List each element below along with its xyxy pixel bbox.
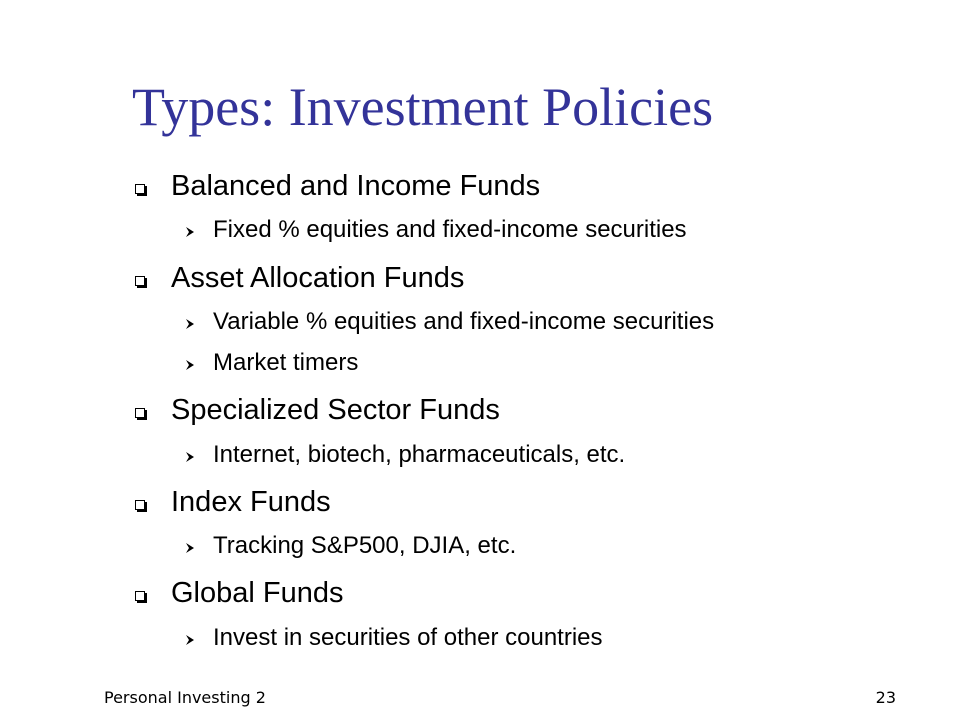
arrowhead-bullet-icon (183, 225, 197, 239)
list-subitem (183, 438, 625, 472)
arrowhead-bullet-icon (183, 358, 197, 372)
arrowhead-bullet-icon (183, 317, 197, 331)
list-item (135, 573, 344, 613)
list-item-label: Balanced and Income Funds (171, 170, 541, 202)
list-subitem (183, 621, 603, 655)
list-item-label: Global Funds (171, 577, 344, 609)
list-item-label: Specialized Sector Funds (171, 394, 500, 426)
hollow-square-bullet-icon (135, 500, 145, 510)
list-subitem (183, 346, 358, 380)
list-subitem-label: Fixed % equities and fixed-income securities (213, 216, 687, 243)
list-item-label: Asset Allocation Funds (171, 262, 465, 294)
list-subitem (183, 213, 687, 247)
list-subitem-label: Internet, biotech, pharmaceuticals, etc. (213, 441, 626, 468)
arrowhead-bullet-icon (183, 541, 197, 555)
list-item (135, 258, 464, 298)
list-item (135, 390, 500, 430)
list-item (135, 482, 331, 522)
hollow-square-bullet-icon (135, 276, 145, 286)
footer-text: Personal Investing 2 (104, 688, 266, 707)
list-subitem-label: Tracking S&P500, DJIA, etc. (213, 532, 517, 559)
page-number: 23 (875, 688, 896, 707)
list-subitem-label: Market timers (213, 349, 359, 376)
list-item (135, 166, 540, 206)
arrowhead-bullet-icon (183, 633, 197, 647)
list-subitem (183, 529, 516, 563)
hollow-square-bullet-icon (135, 184, 145, 194)
slide-title: Types: Investment Policies (132, 77, 714, 137)
arrowhead-bullet-icon (183, 450, 197, 464)
list-subitem-label: Invest in securities of other countries (213, 624, 603, 651)
list-subitem-label: Variable % equities and fixed-income securities (213, 308, 715, 335)
hollow-square-bullet-icon (135, 408, 145, 418)
hollow-square-bullet-icon (135, 591, 145, 601)
list-item-label: Index Funds (171, 486, 331, 518)
list-subitem (183, 305, 714, 339)
